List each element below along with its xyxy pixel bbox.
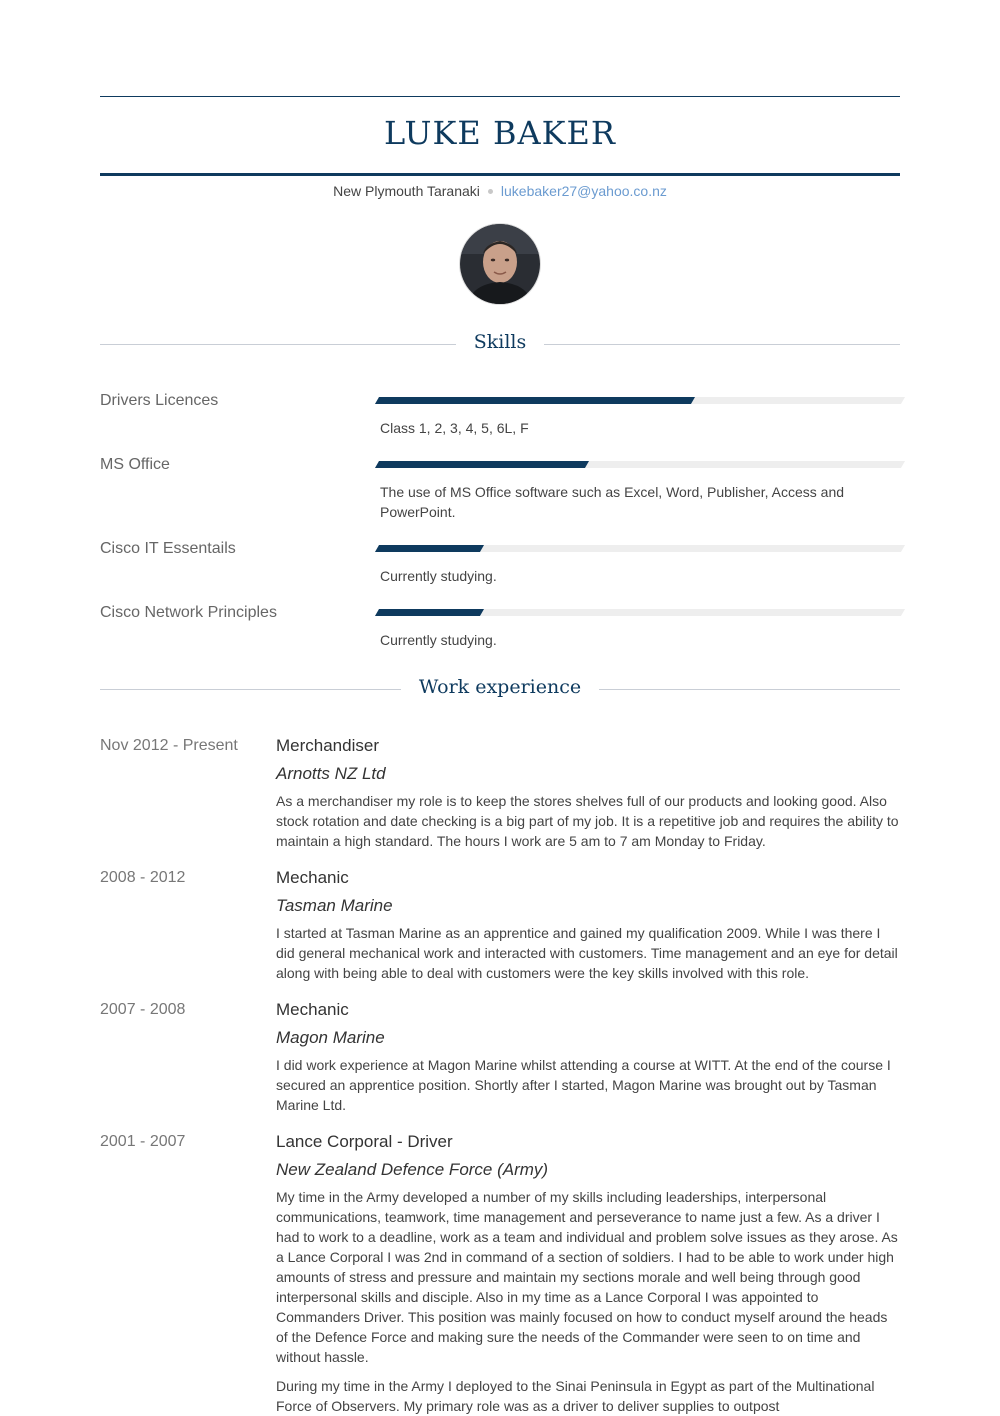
- job-company: Magon Marine: [276, 1028, 385, 1047]
- email-link[interactable]: lukebaker27@yahoo.co.nz: [500, 183, 667, 199]
- skill-level-bar: [375, 397, 905, 404]
- skill-description: Class 1, 2, 3, 4, 5, 6L, F: [380, 420, 529, 436]
- job-description: I started at Tasman Marine as an apprentice and gained my qualification 2009. While I was there I did general mechanical work and interacted with customers. Time management and an eye for detail along with being able to deal with customers were the key skills involved with this role.: [276, 925, 898, 981]
- job-description-continued: During my time in the Army I deployed to the Sinai Peninsula in Egypt as part of the Multinational Force of Observers. My primary role was as a driver to deliver supplies to outpost: [276, 1378, 875, 1414]
- skill-name: Cisco Network Principles: [100, 604, 277, 621]
- skill-level-bar: [375, 545, 905, 552]
- skill-level-fill: [375, 545, 484, 552]
- skill-level-bar: [375, 461, 905, 468]
- header-top-rule: [100, 96, 900, 97]
- profile-photo-icon: [460, 224, 540, 304]
- job-description: My time in the Army developed a number of my skills including leaderships, interpersonal communications, teamwork, time management and perseverance to name just a few. As a driver I had to work to a deadline, work as a team and individual and problem solve issues as they arose. As a Lance Corporal I was 2nd in command of a section of soldiers. I had to be able to work under high amounts of stress and pressure and maintain my sections morale and well being through good interpersonal skills and disciple. Also in my time as a Lance Corporal I was appointed to Commanders Driver. This position was mainly focused on how to conduct myself around the heads of the Defence Force and making sure the needs of the Commander were seen to on time and without hassle.: [276, 1189, 898, 1365]
- job-title: Mechanic: [276, 868, 349, 887]
- skill-level-fill: [375, 397, 695, 404]
- job-description: I did work experience at Magon Marine whilst attending a course at WITT. At the end of the course I secured an apprentice position. Shortly after I started, Magon Marine was brought out by Tasman Marine Ltd.: [276, 1057, 891, 1113]
- header-bottom-rule: [100, 173, 900, 176]
- job-date: 2008 - 2012: [100, 869, 186, 886]
- job-date: Nov 2012 - Present: [100, 737, 238, 754]
- job-company: Arnotts NZ Ltd: [276, 764, 386, 783]
- skill-name: Drivers Licences: [100, 392, 219, 409]
- job-title: Merchandiser: [276, 736, 379, 755]
- skill-name: MS Office: [100, 456, 170, 473]
- location: New Plymouth Taranaki: [333, 183, 480, 199]
- work-section-header: [100, 674, 900, 704]
- skill-level-fill: [375, 609, 484, 616]
- job-date: 2007 - 2008: [100, 1001, 186, 1018]
- skill-level-bar: [375, 609, 905, 616]
- skills-section-header: [100, 329, 900, 359]
- job-description: As a merchandiser my role is to keep the stores shelves full of our products and looking good. Also stock rotation and date checking is a big part of my job. It is a repetitive job and requires the ability to maintain a high standard. The hours I work are 5 am to 7 am Monday to Friday.: [276, 793, 899, 849]
- work-title: Work experience: [401, 676, 599, 698]
- skill-level-fill: [375, 461, 589, 468]
- separator-dot-icon: [488, 189, 493, 194]
- job-date: 2001 - 2007: [100, 1133, 186, 1150]
- skill-name: Cisco IT Essentails: [100, 540, 236, 557]
- skill-description: The use of MS Office software such as Excel, Word, Publisher, Access and PowerPoint.: [380, 484, 845, 520]
- avatar: [460, 224, 540, 304]
- job-title: Lance Corporal - Driver: [276, 1132, 453, 1151]
- candidate-name: LUKE BAKER: [384, 114, 616, 152]
- contact-line: [100, 182, 900, 200]
- skill-description: Currently studying.: [380, 568, 497, 584]
- job-company: New Zealand Defence Force (Army): [276, 1160, 549, 1179]
- job-title: Mechanic: [276, 1000, 349, 1019]
- job-company: Tasman Marine: [276, 896, 393, 915]
- skills-title: Skills: [456, 331, 545, 353]
- skill-description: Currently studying.: [380, 632, 497, 648]
